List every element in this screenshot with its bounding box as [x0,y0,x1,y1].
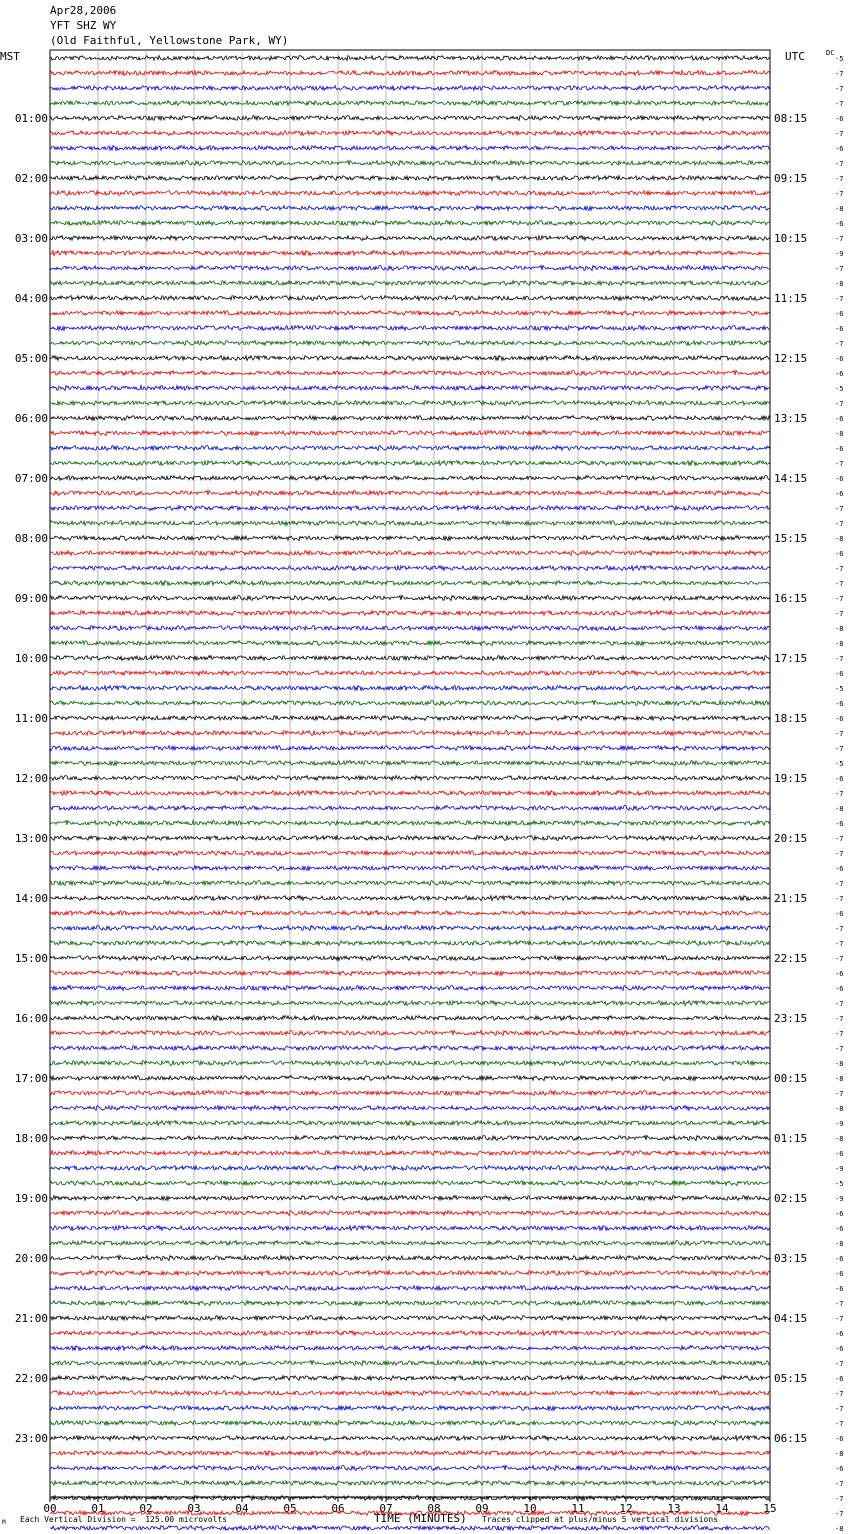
trace-row [50,941,770,946]
trace-row [50,925,770,930]
dc-offset-label: -6 [835,1465,844,1473]
dc-offset-label: -7 [835,340,844,348]
dc-offset-label: -7 [835,1315,844,1323]
dc-offset-label: -8 [835,535,844,543]
trace-row [50,1286,770,1291]
trace-row [50,1465,770,1470]
left-timezone-title: MST [0,50,20,63]
x-tick-label: 15 [763,1502,777,1515]
dc-offset-label: -8 [835,430,844,438]
trace-row [50,116,770,121]
mst-hour-label: 12:00 [14,772,48,785]
dc-offset-label: -6 [835,1270,844,1278]
trace-row [50,581,770,586]
dc-offset-label: -7 [835,400,844,408]
trace-row [50,761,770,766]
mst-hour-label: 18:00 [14,1132,48,1145]
utc-hour-label: 14:15 [774,472,808,485]
dc-offset-label: -8 [835,1135,844,1143]
x-axis-label: TIME (MINUTES) [374,1512,467,1525]
trace-row [50,986,770,991]
trace-row [50,1166,770,1171]
dc-offset-label: -9 [835,250,844,258]
utc-hour-label: 10:15 [774,232,808,245]
trace-row [50,805,770,810]
dc-offset-label: -7 [835,1045,844,1053]
utc-hour-label: 13:15 [774,412,808,425]
dc-offset-label: -9 [835,1120,844,1128]
dc-offset-label: -7 [835,1495,844,1503]
dc-offset-label: -6 [835,670,844,678]
dc-offset-label: -5 [835,385,844,393]
mst-hour-label: 05:00 [14,352,48,365]
x-tick-label: 03 [187,1502,201,1515]
mst-hour-label: 14:00 [14,892,48,905]
dc-offset-label: -6 [835,1225,844,1233]
trace-row [50,431,770,436]
dc-offset-label: -7 [835,595,844,603]
mst-hour-label: 13:00 [14,832,48,845]
trace-row [50,595,770,600]
trace-row [50,1001,770,1006]
utc-hour-label: 09:15 [774,172,808,185]
mst-hour-label: 09:00 [14,592,48,605]
mst-hour-label: 17:00 [14,1072,48,1085]
trace-row [50,1046,770,1051]
trace-row [50,1421,770,1426]
dc-offset-label: -6 [835,415,844,423]
x-tick-label: 10 [523,1502,537,1515]
trace-row [50,461,770,466]
trace-row [50,716,770,721]
mst-hour-label: 08:00 [14,532,48,545]
dc-offset-label: -7 [835,730,844,738]
dc-offset-label: -6 [835,355,844,363]
dc-offset-label: -8 [835,625,844,633]
mst-hour-label: 16:00 [14,1012,48,1025]
x-tick-label: 09 [475,1502,489,1515]
utc-hour-label: 05:15 [774,1372,808,1385]
trace-row [50,536,770,541]
dc-offset-label: -6 [835,220,844,228]
trace-row [50,401,770,406]
dc-offset-label: -7 [835,100,844,108]
dc-offset-label: -7 [835,655,844,663]
dc-offset-label: -7 [835,1015,844,1023]
trace-row [50,206,770,211]
utc-hour-label: 11:15 [774,292,808,305]
trace-row [50,1271,770,1276]
trace-row [50,1240,770,1245]
dc-offset-label: -6 [835,1345,844,1353]
trace-row [50,251,770,256]
trace-row [50,370,770,375]
trace-row [50,521,770,526]
header-location: (Old Faithful, Yellowstone Park, WY) [50,34,289,47]
dc-offset-label: -9 [835,1165,844,1173]
trace-row [50,86,770,91]
dc-offset-label: -7 [835,610,844,618]
dc-offset-label: -6 [835,970,844,978]
dc-offset-label: -8 [835,205,844,213]
trace-row [50,791,770,796]
dc-column-title: DC [826,49,835,57]
trace-row [50,1016,770,1021]
trace-row [50,281,770,286]
mst-hour-label: 23:00 [14,1432,48,1445]
trace-row [50,656,770,661]
utc-hour-label: 00:15 [774,1072,808,1085]
dc-offset-label: -7 [835,835,844,843]
trace-row [50,446,770,451]
trace-row [50,146,770,151]
trace-row [50,1061,770,1066]
trace-row [50,1301,770,1306]
trace-row [50,191,770,196]
trace-row [50,1331,770,1336]
trace-row [50,1360,770,1365]
mst-hour-label: 01:00 [14,112,48,125]
dc-offset-label: -7 [835,1000,844,1008]
trace-row [50,296,770,301]
utc-hour-label: 18:15 [774,712,808,725]
trace-row [50,1106,770,1111]
dc-offset-label: -7 [835,175,844,183]
trace-row [50,506,770,511]
dc-offset-label: -7 [835,940,844,948]
dc-offset-label: -8 [835,805,844,813]
trace-row [50,1076,770,1081]
dc-offset-label: -6 [835,445,844,453]
dc-offset-label: -7 [835,1090,844,1098]
dc-offset-label: -7 [835,790,844,798]
mst-hour-label: 19:00 [14,1192,48,1205]
dc-offset-label: -5 [835,55,844,63]
utc-hour-label: 01:15 [774,1132,808,1145]
dc-offset-label: -7 [835,580,844,588]
trace-row [50,551,770,556]
dc-offset-label: -7 [835,1420,844,1428]
trace-row [50,475,770,480]
dc-offset-label: -7 [835,190,844,198]
trace-row [50,821,770,826]
trace-row [50,731,770,736]
x-tick-label: 11 [571,1502,585,1515]
dc-offset-label: -6 [835,145,844,153]
dc-offset-label: -7 [835,295,844,303]
dc-offset-label: -6 [835,310,844,318]
dc-offset-label: -8 [835,280,844,288]
trace-row [50,911,770,916]
trace-row [50,356,770,361]
trace-row [50,896,770,901]
trace-row [50,416,770,421]
dc-offset-label: -8 [835,1075,844,1083]
trace-row [50,1526,770,1531]
dc-offset-label: -7 [835,1510,844,1518]
mst-hour-label: 11:00 [14,712,48,725]
dc-offset-label: -7 [835,565,844,573]
trace-row [50,851,770,856]
x-tick-label: 01 [91,1502,105,1515]
dc-offset-label: -6 [835,1210,844,1218]
trace-row [50,776,770,781]
x-tick-label: 13 [667,1502,681,1515]
trace-row [50,56,770,61]
trace-row [50,1406,770,1411]
x-tick-label: 07 [379,1502,393,1515]
trace-row [50,1256,770,1261]
header-date: Apr28,2006 [50,4,117,17]
dc-offset-label: -6 [835,865,844,873]
trace-row [50,1135,770,1140]
dc-offset-label: -7 [835,460,844,468]
x-tick-label: 00 [43,1502,57,1515]
dc-offset-label: -6 [835,910,844,918]
x-tick-label: 02 [139,1502,153,1515]
dc-offset-label: -8 [835,1525,844,1533]
trace-row [50,1121,770,1126]
dc-offset-label: -6 [835,1150,844,1158]
trace-row [50,836,770,841]
dc-offset-label: -7 [835,505,844,513]
dc-offset-label: -7 [835,955,844,963]
trace-row [50,671,770,676]
trace-row [50,1451,770,1456]
dc-offset-label: -7 [835,1360,844,1368]
dc-offset-label: -6 [835,715,844,723]
dc-offset-label: -6 [835,1330,844,1338]
dc-offset-label: -6 [835,1435,844,1443]
dc-offset-label: -8 [835,640,844,648]
utc-hour-label: 22:15 [774,952,808,965]
trace-row [50,1316,770,1321]
dc-offset-label: -6 [835,775,844,783]
trace-row [50,70,770,75]
trace-row [50,236,770,241]
trace-row [50,221,770,226]
mst-hour-label: 04:00 [14,292,48,305]
right-timezone-title: UTC [785,50,805,63]
utc-hour-label: 19:15 [774,772,808,785]
trace-row [50,611,770,616]
trace-row [50,1181,770,1186]
utc-hour-label: 23:15 [774,1012,808,1025]
scale-note: Each Vertical Division = 125.00 microvolts [20,1515,228,1524]
dc-offset-label: -6 [835,475,844,483]
trace-row [50,1211,770,1216]
x-tick-label: 14 [715,1502,729,1515]
dc-offset-label: -6 [835,370,844,378]
dc-offset-label: -7 [835,1030,844,1038]
utc-hour-label: 15:15 [774,532,808,545]
trace-row [50,1481,770,1486]
trace-row [50,265,770,270]
trace-row [50,956,770,961]
utc-hour-label: 16:15 [774,592,808,605]
trace-row [50,1436,770,1441]
dc-offset-label: -7 [835,880,844,888]
utc-hour-label: 08:15 [774,112,808,125]
trace-row [50,881,770,886]
dc-offset-label: -5 [835,760,844,768]
trace-row [50,866,770,871]
utc-hour-label: 06:15 [774,1432,808,1445]
trace-row [50,1091,770,1096]
dc-offset-label: -7 [835,745,844,753]
dc-offset-label: -6 [835,1375,844,1383]
trace-row [50,131,770,136]
trace-row [50,641,770,646]
dc-offset-label: -6 [835,1255,844,1263]
x-tick-label: 06 [331,1502,345,1515]
header-station: YFT SHZ WY [50,19,117,32]
corner-mark: M [2,1519,6,1526]
mst-hour-label: 06:00 [14,412,48,425]
trace-row [50,1346,770,1351]
trace-row [50,1496,770,1501]
utc-hour-label: 20:15 [774,832,808,845]
mst-hour-label: 15:00 [14,952,48,965]
dc-offset-label: -7 [835,70,844,78]
mst-hour-label: 07:00 [14,472,48,485]
dc-offset-label: -7 [835,1390,844,1398]
dc-offset-label: -7 [835,130,844,138]
x-tick-label: 12 [619,1502,633,1515]
dc-offset-label: -5 [835,685,844,693]
trace-row [50,326,770,331]
utc-hour-label: 02:15 [774,1192,808,1205]
dc-offset-label: -6 [835,550,844,558]
trace-row [50,1391,770,1396]
dc-offset-label: -7 [835,520,844,528]
trace-row [50,566,770,571]
trace-row [50,971,770,976]
dc-offset-label: -6 [835,115,844,123]
dc-offset-label: -7 [835,1405,844,1413]
clip-note: Traces clipped at plus/minus 5 vertical divisions [482,1515,719,1524]
dc-offset-label: -7 [835,925,844,933]
trace-row [50,341,770,346]
trace-row [50,700,770,705]
trace-row [50,626,770,631]
mst-hour-label: 20:00 [14,1252,48,1265]
dc-offset-label: -6 [835,325,844,333]
trace-row [50,491,770,496]
utc-hour-label: 21:15 [774,892,808,905]
trace-row [50,1030,770,1035]
dc-offset-label: -7 [835,850,844,858]
utc-hour-label: 03:15 [774,1252,808,1265]
dc-offset-label: -7 [835,895,844,903]
dc-offset-label: -6 [835,700,844,708]
dc-offset-label: -7 [835,1300,844,1308]
dc-offset-label: -6 [835,1285,844,1293]
mst-hour-label: 02:00 [14,172,48,185]
x-tick-label: 08 [427,1502,441,1515]
trace-row [50,386,770,391]
mst-hour-label: 10:00 [14,652,48,665]
dc-offset-label: -7 [835,235,844,243]
trace-row [50,686,770,691]
trace-row [50,160,770,165]
mst-hour-label: 21:00 [14,1312,48,1325]
x-tick-label: 05 [283,1502,297,1515]
dc-offset-label: -9 [835,1195,844,1203]
trace-row [50,1196,770,1201]
trace-row [50,101,770,106]
trace-row [50,1376,770,1381]
dc-offset-label: -6 [835,820,844,828]
dc-offset-label: -8 [835,1240,844,1248]
dc-offset-label: -6 [835,985,844,993]
dc-offset-label: -7 [835,160,844,168]
trace-row [50,1226,770,1231]
dc-offset-label: -8 [835,1105,844,1113]
dc-offset-label: -8 [835,1450,844,1458]
dc-offset-label: -5 [835,1180,844,1188]
dc-offset-label: -7 [835,85,844,93]
trace-row [50,1151,770,1156]
trace-row [50,311,770,316]
utc-hour-label: 17:15 [774,652,808,665]
utc-hour-label: 04:15 [774,1312,808,1325]
mst-hour-label: 22:00 [14,1372,48,1385]
dc-offset-label: -7 [835,1480,844,1488]
mst-hour-label: 03:00 [14,232,48,245]
utc-hour-label: 12:15 [774,352,808,365]
x-tick-label: 04 [235,1502,249,1515]
dc-offset-label: -6 [835,490,844,498]
trace-row [50,746,770,751]
trace-row [50,176,770,181]
dc-offset-label: -8 [835,1060,844,1068]
dc-offset-label: -7 [835,265,844,273]
